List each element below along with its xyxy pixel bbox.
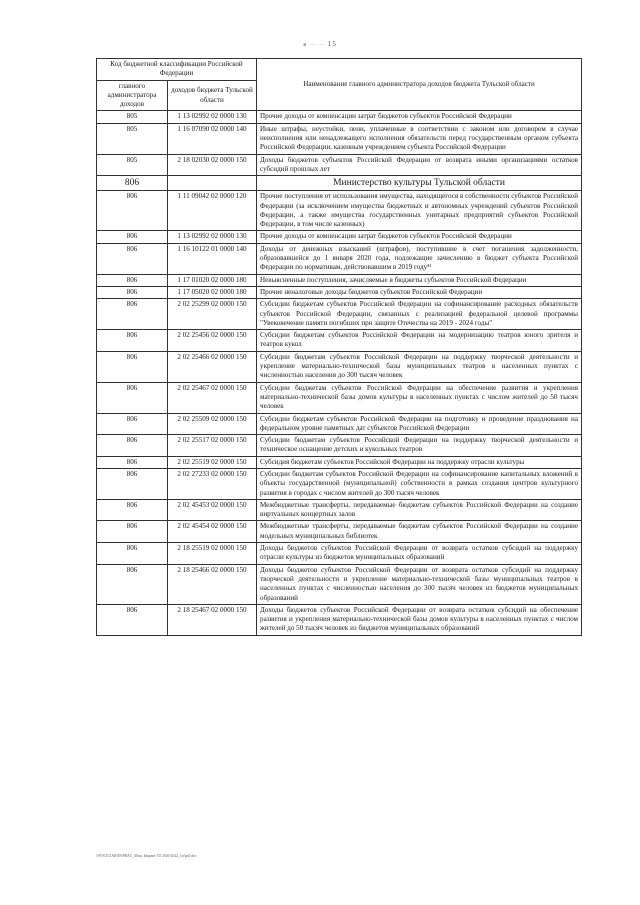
admin-code-cell: 806 — [97, 176, 168, 191]
income-classification-table — [96, 58, 582, 636]
income-name-cell: Невыясненные поступления, зачисляемые в бюджеты субъектов Российской Федерации — [257, 274, 582, 286]
income-name-cell: Прочие доходы от компенсации затрат бюджетов субъектов Российской Федерации — [257, 231, 582, 243]
document-footer-path: \\SYS\U\ZAKON\PRAC_30\zu. Бюджет ТО 2020-2022_3 п\pril.doc — [96, 854, 197, 858]
income-code-cell: 1 17 01020 02 0000 180 — [168, 274, 257, 286]
income-code-cell: 2 02 45454 02 0000 150 — [168, 521, 257, 543]
income-code-cell: 2 02 25299 02 0000 150 — [168, 299, 257, 330]
income-name-cell: Министерство культуры Тульской области — [257, 176, 582, 191]
income-code-cell: 2 02 25509 02 0000 150 — [168, 413, 257, 435]
admin-code-cell: 806 — [97, 382, 168, 413]
income-code-cell: 2 02 27233 02 0000 150 — [168, 468, 257, 499]
table-row — [97, 456, 582, 468]
admin-code-cell: 806 — [97, 604, 168, 635]
admin-code-cell: 806 — [97, 191, 168, 231]
table-body — [97, 111, 582, 635]
table-row — [97, 351, 582, 382]
income-code-cell — [168, 176, 257, 191]
admin-code-cell: 806 — [97, 543, 168, 565]
admin-code-cell: 806 — [97, 499, 168, 521]
table-row — [97, 330, 582, 352]
income-code-cell: 2 18 25519 02 0000 150 — [168, 543, 257, 565]
income-code-cell: 2 02 25456 02 0000 150 — [168, 330, 257, 352]
income-name-cell: Субсидия бюджетам субъектов Российской Федерации на поддержку отрасли культуры — [257, 456, 582, 468]
income-name-cell: Субсидии бюджетам субъектов Российской Федерации на обеспечение развития и укрепления материально-технической базы домов культуры в населенных пунктах с числом жителей до 50 тысяч человек — [257, 382, 582, 413]
page-number-text: 15 — [327, 40, 337, 48]
admin-code-cell: 805 — [97, 123, 168, 154]
income-name-cell: Доходы бюджетов субъектов Российской Федерации от возврата остатков субсидий на поддержку творческой деятельности и укрепление материально-технической базы муниципальных театров в населенных пунктах с численностью населения до 300 тысяч человек из бюджетов муниципальных образований — [257, 564, 582, 604]
income-code-cell: 1 13 02992 02 0000 130 — [168, 231, 257, 243]
income-name-cell: Субсидии бюджетам субъектов Российской Федерации на поддержку творческой деятельности и укрепление материально-технической базы муниципальных театров в населенных пунктах с численностью населения до 300 тысяч человек — [257, 351, 582, 382]
table-row — [97, 191, 582, 231]
income-name-cell: Доходы бюджетов субъектов Российской Федерации от возврата остатков субсидий на обеспечение развития и укрепления материально-технической базы домов культуры в населенных пунктах с числом жителей до 50 тысяч человек из бюджетов муниципальных образований — [257, 604, 582, 635]
admin-code-cell: 806 — [97, 435, 168, 457]
income-code-cell: 2 02 25467 02 0000 150 — [168, 382, 257, 413]
admin-code-cell: 806 — [97, 468, 168, 499]
income-code-cell: 1 16 07090 02 0000 140 — [168, 123, 257, 154]
income-name-cell: Межбюджетные трансферты, передаваемые бюджетам субъектов Российской Федерации на создание модельных муниципальных библиотек — [257, 521, 582, 543]
table-row — [97, 499, 582, 521]
income-code-cell: 2 02 25466 02 0000 150 — [168, 351, 257, 382]
income-code-cell: 1 11 09042 02 0000 120 — [168, 191, 257, 231]
admin-code-cell: 806 — [97, 564, 168, 604]
income-code-cell: 2 18 25466 02 0000 150 — [168, 564, 257, 604]
admin-code-cell: 806 — [97, 413, 168, 435]
admin-code-cell: 806 — [97, 456, 168, 468]
table-row — [97, 543, 582, 565]
table-row — [97, 299, 582, 330]
table-row — [97, 382, 582, 413]
table-row — [97, 435, 582, 457]
income-name-cell: Субсидии бюджетам субъектов Российской Федерации на модернизацию театров юного зрителя и театров кукол — [257, 330, 582, 352]
table-row — [97, 604, 582, 635]
header-col-income: доходов бюджета Тульской области — [168, 80, 257, 111]
admin-code-cell: 806 — [97, 243, 168, 274]
income-name-cell: Межбюджетные трансферты, передаваемые бюджетам субъектов Российской Федерации на создание виртуальных концертных залов — [257, 499, 582, 521]
income-name-cell: Прочие доходы от компенсации затрат бюджетов субъектов Российской Федерации — [257, 111, 582, 123]
income-name-cell: Доходы от денежных взысканий (штрафов), поступившие в счет погашения задолженности, образовавшейся до 1 января 2020 года, подлежащие зачислению в бюджет субъекта Российской Федерации по нормативам, действовавшим в 2019 году⁴⁾ — [257, 243, 582, 274]
admin-code-cell: 805 — [97, 111, 168, 123]
admin-code-cell: 806 — [97, 330, 168, 352]
income-name-cell: Субсидии бюджетам субъектов Российской Федерации на софинансирование капитальных вложений в объекты государственной (муниципальной) собственности в рамках создания центров культурного развития в городах с числом жителей до 300 тысяч человек — [257, 468, 582, 499]
income-name-cell: Субсидии бюджетам субъектов Российской Федерации на подготовку и проведение празднования на федеральном уровне памятных дат субъектов Российской Федерации — [257, 413, 582, 435]
admin-code-cell: 806 — [97, 286, 168, 298]
table-row — [97, 231, 582, 243]
income-name-cell: Доходы бюджетов субъектов Российской Федерации от возврата иными организациями остатков субсидий прошлых лет — [257, 154, 582, 176]
ministry-heading-row — [97, 176, 582, 191]
income-name-cell: Субсидии бюджетам субъектов Российской Федерации на софинансирование расходных обязательств субъектов Российской Федерации, связанных с реализацией федеральной целевой программы "Увековечение памяти погибших при защите Отечества на 2019 - 2024 годы" — [257, 299, 582, 330]
scan-smudge: ■ · — · ~ · — [303, 43, 326, 48]
table-row — [97, 111, 582, 123]
table-row — [97, 123, 582, 154]
header-col-admin: главного администратора доходов — [97, 80, 168, 111]
page-number — [0, 40, 640, 48]
header-col-name: Наименование главного администратора доходов бюджета Тульской области — [257, 59, 582, 111]
table-row — [97, 564, 582, 604]
income-code-cell: 2 18 25467 02 0000 150 — [168, 604, 257, 635]
income-code-cell: 2 02 45453 02 0000 150 — [168, 499, 257, 521]
income-code-cell: 1 17 05020 02 0000 180 — [168, 286, 257, 298]
header-row-top — [97, 59, 582, 81]
admin-code-cell: 806 — [97, 521, 168, 543]
admin-code-cell: 806 — [97, 351, 168, 382]
admin-code-cell: 806 — [97, 231, 168, 243]
income-name-cell: Прочие поступления от использования имущества, находящегося в собственности субъектов Российской Федерации (за исключением имущества бюджетных и автономных учреждений субъектов Российской Федерации, а также имущества государственных унитарных предприятий субъектов Российской Федерации, в том числе казенных) — [257, 191, 582, 231]
table-row — [97, 243, 582, 274]
admin-code-cell: 806 — [97, 274, 168, 286]
income-name-cell: Иные штрафы, неустойки, пени, уплаченные в соответствии с законом или договором в случае неисполнения или ненадлежащего исполнения обязательств перед государственным органом субъекта Российской Федерации, казенным учреждением субъекта Российской Федерации — [257, 123, 582, 154]
income-name-cell: Субсидии бюджетам субъектов Российской Федерации на поддержку творческой деятельности и техническое оснащение детских и кукольных театров — [257, 435, 582, 457]
table-row — [97, 413, 582, 435]
table-row — [97, 286, 582, 298]
table-row — [97, 468, 582, 499]
income-code-cell: 1 16 10122 01 0000 140 — [168, 243, 257, 274]
income-name-cell: Доходы бюджетов субъектов Российской Федерации от возврата остатков субсидий на поддержку отрасли культуры из бюджетов муниципальных образований — [257, 543, 582, 565]
admin-code-cell: 806 — [97, 299, 168, 330]
table-row — [97, 521, 582, 543]
admin-code-cell: 805 — [97, 154, 168, 176]
income-code-cell: 2 02 25517 02 0000 150 — [168, 435, 257, 457]
table-row — [97, 274, 582, 286]
income-code-cell: 1 13 02992 02 0000 130 — [168, 111, 257, 123]
income-code-cell: 2 18 02030 02 0000 150 — [168, 154, 257, 176]
income-name-cell: Прочие неналоговые доходы бюджетов субъектов Российской Федерации — [257, 286, 582, 298]
income-code-cell: 2 02 25519 02 0000 150 — [168, 456, 257, 468]
header-group-title: Код бюджетной классификации Российской Федерации — [97, 59, 257, 81]
table-row — [97, 154, 582, 176]
